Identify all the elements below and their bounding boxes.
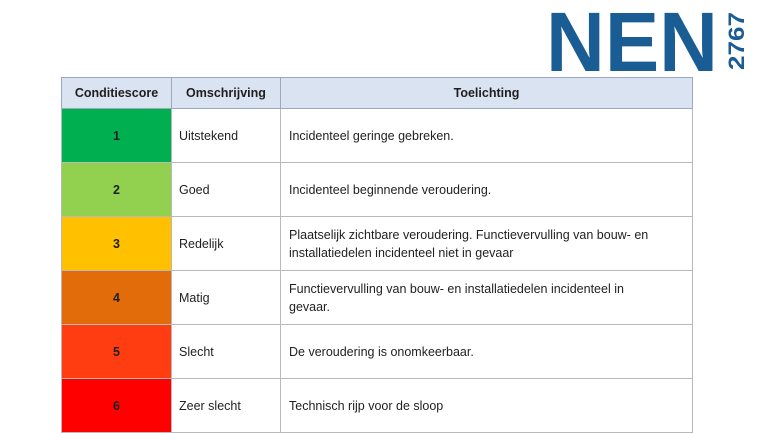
score-cell: 1 xyxy=(62,109,172,163)
table-row xyxy=(62,325,693,379)
table-row xyxy=(62,163,693,217)
omschrijving-cell: Redelijk xyxy=(172,217,281,271)
nen-logo-graphic xyxy=(546,8,751,74)
omschrijving-cell: Uitstekend xyxy=(172,109,281,163)
table-row xyxy=(62,217,693,271)
logo-text: NEN xyxy=(546,8,718,74)
omschrijving-cell: Slecht xyxy=(172,325,281,379)
header-toelichting: Toelichting xyxy=(281,78,693,109)
toelichting-cell: Technisch rijp voor de sloop xyxy=(281,379,693,433)
toelichting-cell: Incidenteel beginnende veroudering. xyxy=(281,163,693,217)
table-row xyxy=(62,109,693,163)
condition-score-table xyxy=(61,77,693,433)
toelichting-cell: Incidenteel geringe gebreken. xyxy=(281,109,693,163)
omschrijving-cell: Zeer slecht xyxy=(172,379,281,433)
score-cell: 3 xyxy=(62,217,172,271)
score-cell: 4 xyxy=(62,271,172,325)
table-header-row xyxy=(62,78,693,109)
header-conditiescore: Conditiescore xyxy=(62,78,172,109)
toelichting-cell: Plaatselijk zichtbare veroudering. Functievervulling van bouw- en installatiedelen incidenteel niet in gevaar xyxy=(281,217,693,271)
table-row xyxy=(62,379,693,433)
logo-number: 2767 xyxy=(724,21,749,70)
table-row xyxy=(62,271,693,325)
header-omschrijving: Omschrijving xyxy=(172,78,281,109)
toelichting-cell: De veroudering is onomkeerbaar. xyxy=(281,325,693,379)
score-cell: 2 xyxy=(62,163,172,217)
score-cell: 5 xyxy=(62,325,172,379)
nen-2767-logo xyxy=(546,8,751,74)
omschrijving-cell: Matig xyxy=(172,271,281,325)
omschrijving-cell: Goed xyxy=(172,163,281,217)
toelichting-cell: Functievervulling van bouw- en installatiedelen incidenteel in gevaar. xyxy=(281,271,693,325)
score-cell: 6 xyxy=(62,379,172,433)
